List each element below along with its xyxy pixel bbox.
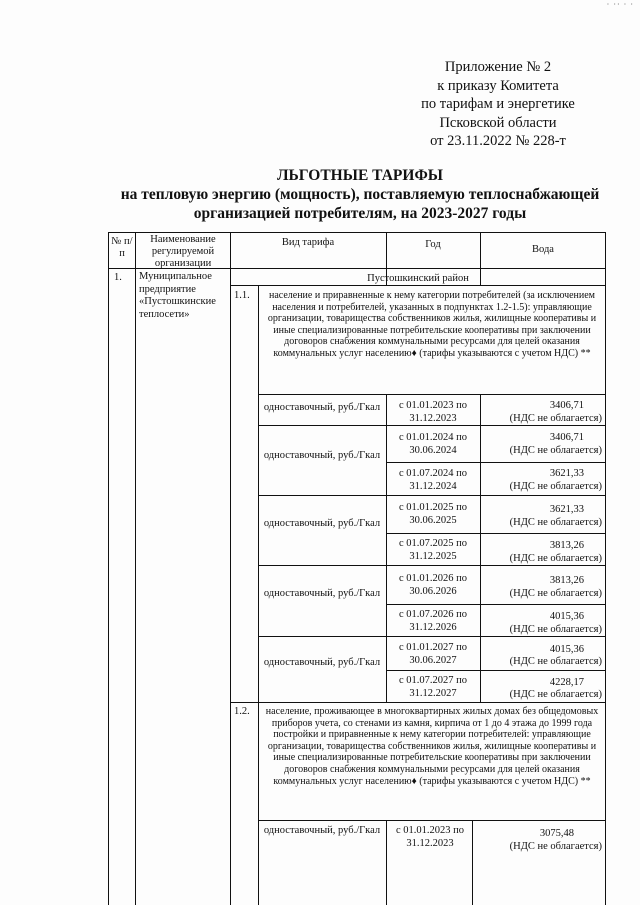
period: с 01.01.2026 по 30.06.2026 — [398, 573, 468, 597]
header-water: Вода — [532, 244, 554, 255]
rule — [472, 820, 473, 905]
tariff-kind: одноставочный, руб./Гкал — [263, 518, 381, 529]
rule — [230, 702, 606, 703]
title-line: на тепловую энергию (мощность), поставляемую теплоснабжающей — [120, 186, 600, 203]
subsection-number: 1.2. — [234, 706, 250, 717]
tariff-kind: одноставочный, руб./Гкал — [263, 657, 381, 668]
rule — [605, 232, 606, 905]
tariff-value: 4228,17 — [549, 677, 584, 688]
document-title — [100, 166, 620, 223]
tariff-value: 3621,33 — [549, 504, 584, 515]
vat-note: (НДС не облагается) — [509, 588, 602, 599]
header-num: № п/п — [111, 236, 133, 259]
tariff-value: 3406,71 — [549, 432, 584, 443]
subsection-description: население, проживающее в многоквартирных жилых домах без общедомовых приборов учета, со стенами из камня, кирпича от 1 до 4 этажа до 1999 года постройки и приравненные к нему категории потребителей: управляющие организации, товарищества собственников жилья, жилищные кооперативы и иные специализированные потребительские кооперативы при заключении договоров снабжения коммунальными ресурсами для целей оказания коммунальных услуг населению♦ (тарифы указываются с учетом НДС) ** — [265, 706, 599, 787]
vat-note: (НДС не облагается) — [509, 413, 602, 424]
rule — [258, 285, 259, 905]
period: с 01.01.2023 по 31.12.2023 — [398, 400, 468, 424]
header-org: Наименование регулируемой организации — [150, 234, 216, 269]
rule — [386, 604, 606, 605]
appendix-line: Приложение № 2 — [444, 59, 552, 75]
appendix-block — [398, 58, 598, 151]
rule — [258, 394, 606, 395]
period: с 01.07.2024 по 31.12.2024 — [398, 468, 468, 492]
period: с 01.01.2027 по 30.06.2027 — [398, 642, 468, 666]
scan-noise: · ·· · · — [606, 0, 634, 9]
district-name: Пустошкинский район — [367, 273, 469, 284]
rule — [386, 820, 387, 905]
rule — [230, 232, 231, 905]
rule — [386, 462, 606, 463]
header-year: Год — [425, 239, 441, 250]
tariff-value: 3075,48 — [539, 828, 574, 839]
vat-note: (НДС не облагается) — [509, 445, 602, 456]
rule — [108, 232, 606, 233]
tariff-value: 3406,71 — [549, 400, 584, 411]
rule — [386, 394, 387, 702]
tariff-kind: одноставочный, руб./Гкал — [263, 402, 381, 413]
period: с 01.07.2026 по 31.12.2026 — [398, 609, 468, 633]
subsection-number: 1.1. — [234, 290, 250, 301]
appendix-line: по тарифам и энергетике — [421, 96, 575, 112]
title-line: ЛЬГОТНЫЕ ТАРИФЫ — [277, 167, 443, 184]
rule — [386, 670, 606, 671]
period: с 01.07.2025 по 31.12.2025 — [398, 538, 468, 562]
vat-note: (НДС не облагается) — [509, 517, 602, 528]
appendix-line: к приказу Комитета — [437, 77, 559, 94]
tariff-value: 3621,33 — [549, 468, 584, 479]
rule — [108, 232, 109, 905]
rule — [258, 495, 606, 496]
subsection-description: население и приравненные к нему категории потребителей (за исключением населения и потребителей, указанных в подпунктах 1.2-1.5): управляющие организации, товарищества собственников жилья, жилищные кооперативы и иные специализированные потребительские кооперативы при заключении договоров снабжения коммунальными ресурсами для целей оказания коммунальных услуг населению♦ (тарифы указываются с учетом НДС) ** — [267, 290, 597, 359]
rule — [480, 394, 481, 702]
vat-note: (НДС не облагается) — [509, 624, 602, 635]
period: с 01.01.2025 по 30.06.2025 — [398, 502, 468, 526]
vat-note: (НДС не облагается) — [509, 481, 602, 492]
tariff-table — [108, 232, 606, 905]
vat-note: (НДС не облагается) — [509, 841, 602, 852]
header-kind: Вид тарифа — [281, 237, 335, 248]
vat-note: (НДС не облагается) — [509, 656, 602, 667]
tariff-kind: одноставочный, руб./Гкал — [263, 825, 381, 836]
vat-note: (НДС не облагается) — [509, 689, 602, 700]
appendix-line: Псковской области — [439, 114, 557, 131]
row-number: 1. — [114, 272, 122, 283]
tariff-value: 3813,26 — [549, 540, 584, 551]
tariff-value: 4015,36 — [549, 611, 584, 622]
period: с 01.07.2027 по 31.12.2027 — [398, 675, 468, 699]
rule — [258, 820, 606, 821]
tariff-value: 3813,26 — [549, 575, 584, 586]
period: с 01.01.2024 по 30.06.2024 — [398, 432, 468, 456]
tariff-kind: одноставочный, руб./Гкал — [263, 450, 381, 461]
organization-name: Муниципальное предприятие «Пустошкинские теплосети» — [139, 271, 216, 320]
period: с 01.01.2023 по 31.12.2023 — [395, 825, 465, 849]
appendix-line: от 23.11.2022 № 228-т — [430, 133, 566, 149]
rule — [135, 232, 136, 905]
vat-note: (НДС не облагается) — [509, 553, 602, 564]
tariff-value: 4015,36 — [549, 644, 584, 655]
rule — [386, 533, 606, 534]
title-line: организацией потребителям, на 2023-2027 годы — [193, 205, 527, 222]
tariff-kind: одноставочный, руб./Гкал — [263, 588, 381, 599]
